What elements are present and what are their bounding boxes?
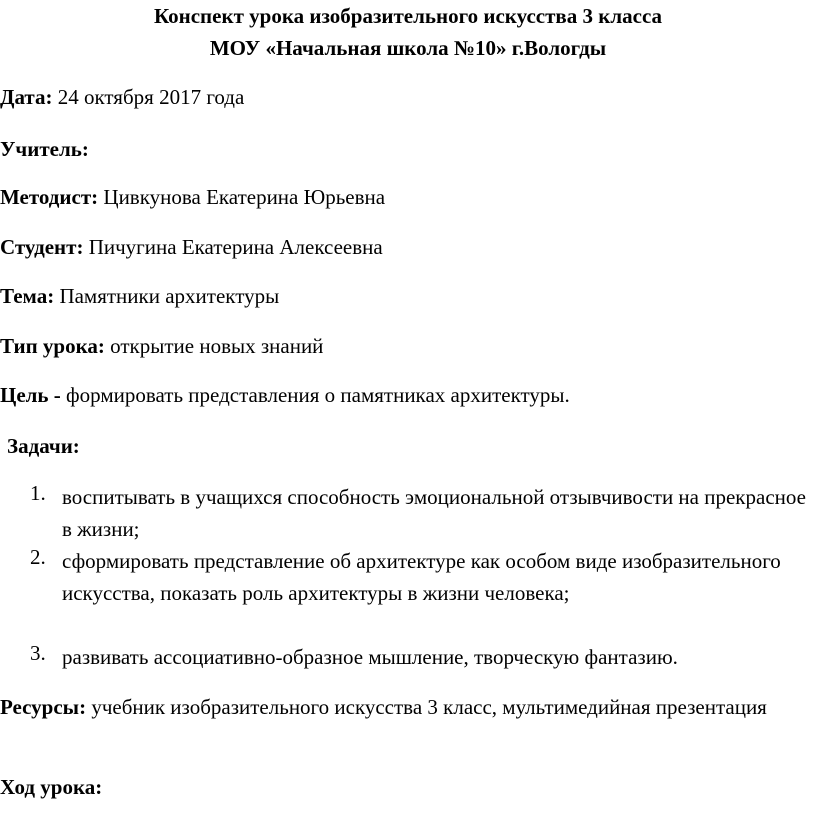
methodist-value: Цивкунова Екатерина Юрьевна: [103, 185, 386, 209]
topic-value: Памятники архитектуры: [59, 284, 280, 308]
tasks-heading-label: Задачи:: [7, 434, 80, 458]
list-item-text: развивать ассоциативно-образное мышление, творческую фантазию.: [62, 645, 678, 669]
date-value: 24 октября 2017 года: [57, 85, 245, 109]
goal-label: Цель -: [0, 383, 61, 407]
list-item-text: сформировать представление об архитектуре как особом виде изобразительного искусства, показать роль архитектуры в жизни человека;: [62, 549, 781, 605]
resources-value: учебник изобразительного искусства 3 класс, мультимедийная презентация: [91, 695, 767, 719]
teacher-label: Учитель:: [0, 137, 89, 161]
date-row: [0, 85, 244, 110]
student-row: [0, 235, 383, 260]
resources-row: [0, 691, 790, 723]
lesson-flow-label: Ход урока:: [0, 775, 103, 799]
methodist-row: [0, 185, 385, 210]
date-label: Дата:: [0, 85, 53, 109]
document-title-line-2: МОУ «Начальная школа №10» г.Вологды: [209, 36, 607, 60]
teacher-row: [0, 137, 89, 162]
topic-row: [0, 284, 279, 309]
lesson-type-value: открытие новых знаний: [110, 334, 324, 358]
list-item-text: воспитывать в учащихся способность эмоциональной отзывчивости на прекрасное в жизни;: [62, 485, 806, 541]
list-item-number: 2.: [30, 545, 46, 569]
document-title-line-1: Конспект урока изобразительного искусства 3 класса: [153, 4, 663, 28]
student-label: Студент:: [0, 235, 84, 259]
topic-label: Тема:: [0, 284, 55, 308]
student-value: Пичугина Екатерина Алексеевна: [88, 235, 383, 259]
list-item-number: 3.: [30, 641, 46, 665]
tasks-heading: [7, 434, 80, 459]
goal-value: формировать представления о памятниках архитектуры.: [66, 383, 570, 407]
lesson-flow-row: [0, 775, 102, 800]
list-item-number: 1.: [30, 481, 46, 505]
methodist-label: Методист:: [0, 185, 99, 209]
resources-label: Ресурсы:: [0, 695, 87, 719]
lesson-type-label: Тип урока:: [0, 334, 105, 358]
lesson-type-row: [0, 334, 323, 359]
goal-row: [0, 383, 570, 408]
